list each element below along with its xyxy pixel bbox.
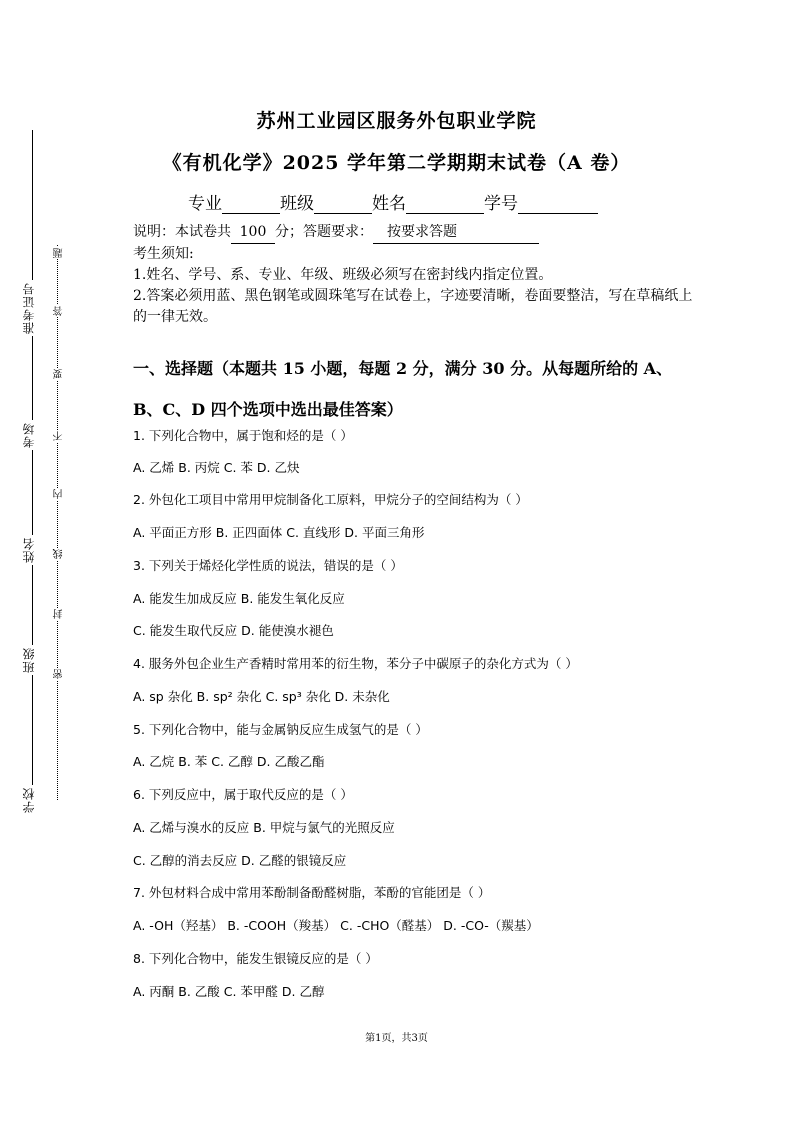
answer-requirement: 按要求答题 xyxy=(373,222,539,244)
question-6-options-1: A. 乙烯与溴水的反应 B. 甲烷与氯气的光照反应 xyxy=(133,820,395,835)
question-2-options: A. 平面正方形 B. 正四面体 C. 直线形 D. 平面三角形 xyxy=(133,525,425,540)
exam-room-label: 考场 xyxy=(22,422,36,448)
question-4-options: A. sp 杂化 B. sp² 杂化 C. sp³ 杂化 D. 未杂化 xyxy=(133,689,390,704)
page-footer: 第1页，共3页 xyxy=(365,1033,428,1044)
question-8: 8. 下列化合物中，能发生银镜反应的是（ ） xyxy=(133,951,378,966)
question-7: 7. 外包材料合成中常用苯酚制备酚醛树脂，苯酚的官能团是（ ） xyxy=(133,885,491,900)
class-blank[interactable] xyxy=(314,196,372,214)
question-3-options-1: A. 能发生加成反应 B. 能发生氧化反应 xyxy=(133,591,345,606)
exam-title: 《有机化学》2025 学年第二学期期末试卷（A 卷） xyxy=(162,152,631,174)
seal-char: 线 xyxy=(54,549,65,559)
question-5: 5. 下列化合物中，能与金属钠反应生成氢气的是（ ） xyxy=(133,722,428,737)
binding-line xyxy=(32,130,33,800)
seal-char: 封 xyxy=(54,609,65,619)
question-2: 2. 外包化工项目中常用甲烷制备化工原料，甲烷分子的空间结构为（ ） xyxy=(133,492,528,507)
question-1-options: A. 乙烯 B. 丙烷 C. 苯 D. 乙炔 xyxy=(133,460,300,475)
explain-line xyxy=(133,222,693,244)
class-field-label: 班级 xyxy=(280,194,314,214)
question-3: 3. 下列关于烯烃化学性质的说法，错误的是（ ） xyxy=(133,558,403,573)
question-4: 4. 服务外包企业生产香精时常用苯的衍生物，苯分子中碳原子的杂化方式为（ ） xyxy=(133,656,578,671)
question-3-options-2: C. 能发生取代反应 D. 能使溴水褪色 xyxy=(133,623,334,638)
seal-char: 要 xyxy=(54,369,65,379)
seal-dotted-line xyxy=(57,245,58,800)
seal-char: 不 xyxy=(54,431,65,441)
seal-char: 题 xyxy=(54,248,65,258)
school-label: 学校 xyxy=(22,787,36,813)
question-1: 1. 下列化合物中，属于饱和烃的是（ ） xyxy=(133,428,353,443)
name-label: 姓名 xyxy=(22,537,36,563)
notice-1: 1.姓名、学号、系、专业、年级、班级必须写在密封线内指定位置。 xyxy=(133,267,553,283)
explain-prefix: 说明：本试卷共 xyxy=(133,224,231,240)
seal-char: 内 xyxy=(54,489,65,499)
student-info-fields xyxy=(188,189,598,214)
seal-char: 答 xyxy=(54,306,65,316)
notice-2: 2.答案必须用蓝、黑色钢笔或圆珠笔写在试卷上，字迹要清晰，卷面要整洁，写在草稿纸上的一律无效。 xyxy=(133,288,693,325)
id-blank[interactable] xyxy=(518,196,598,214)
class-label: 班级 xyxy=(22,647,36,673)
exam-number-label: 准考证号 xyxy=(22,282,36,334)
question-7-options: A. -OH（羟基） B. -COOH（羧基） C. -CHO（醛基） D. -CO-（羰基） xyxy=(133,918,539,933)
question-8-options: A. 丙酮 B. 乙酸 C. 苯甲醛 D. 乙醇 xyxy=(133,984,325,999)
question-6-options-2: C. 乙醇的消去反应 D. 乙醛的银镜反应 xyxy=(133,853,347,868)
id-field-label: 学号 xyxy=(484,194,518,214)
question-6: 6. 下列反应中，属于取代反应的是（ ） xyxy=(133,787,353,802)
name-field-label: 姓名 xyxy=(372,194,406,214)
section-1-title: 一、选择题（本题共 15 小题，每题 2 分，满分 30 分。从每题所给的 A、B、C、D 四个选项中选出最佳答案） xyxy=(133,359,673,419)
major-blank[interactable] xyxy=(222,196,280,214)
school-name: 苏州工业园区服务外包职业学院 xyxy=(256,110,537,132)
explain-mid: 分；答题要求： xyxy=(275,224,373,240)
exam-instructions xyxy=(133,222,693,328)
name-blank[interactable] xyxy=(406,196,484,214)
question-5-options: A. 乙烷 B. 苯 C. 乙醇 D. 乙酸乙酯 xyxy=(133,754,325,769)
total-score: 100 xyxy=(231,222,275,244)
notice-title: 考生须知: xyxy=(133,246,194,262)
major-label: 专业 xyxy=(188,194,222,214)
seal-char: 密 xyxy=(54,669,65,679)
